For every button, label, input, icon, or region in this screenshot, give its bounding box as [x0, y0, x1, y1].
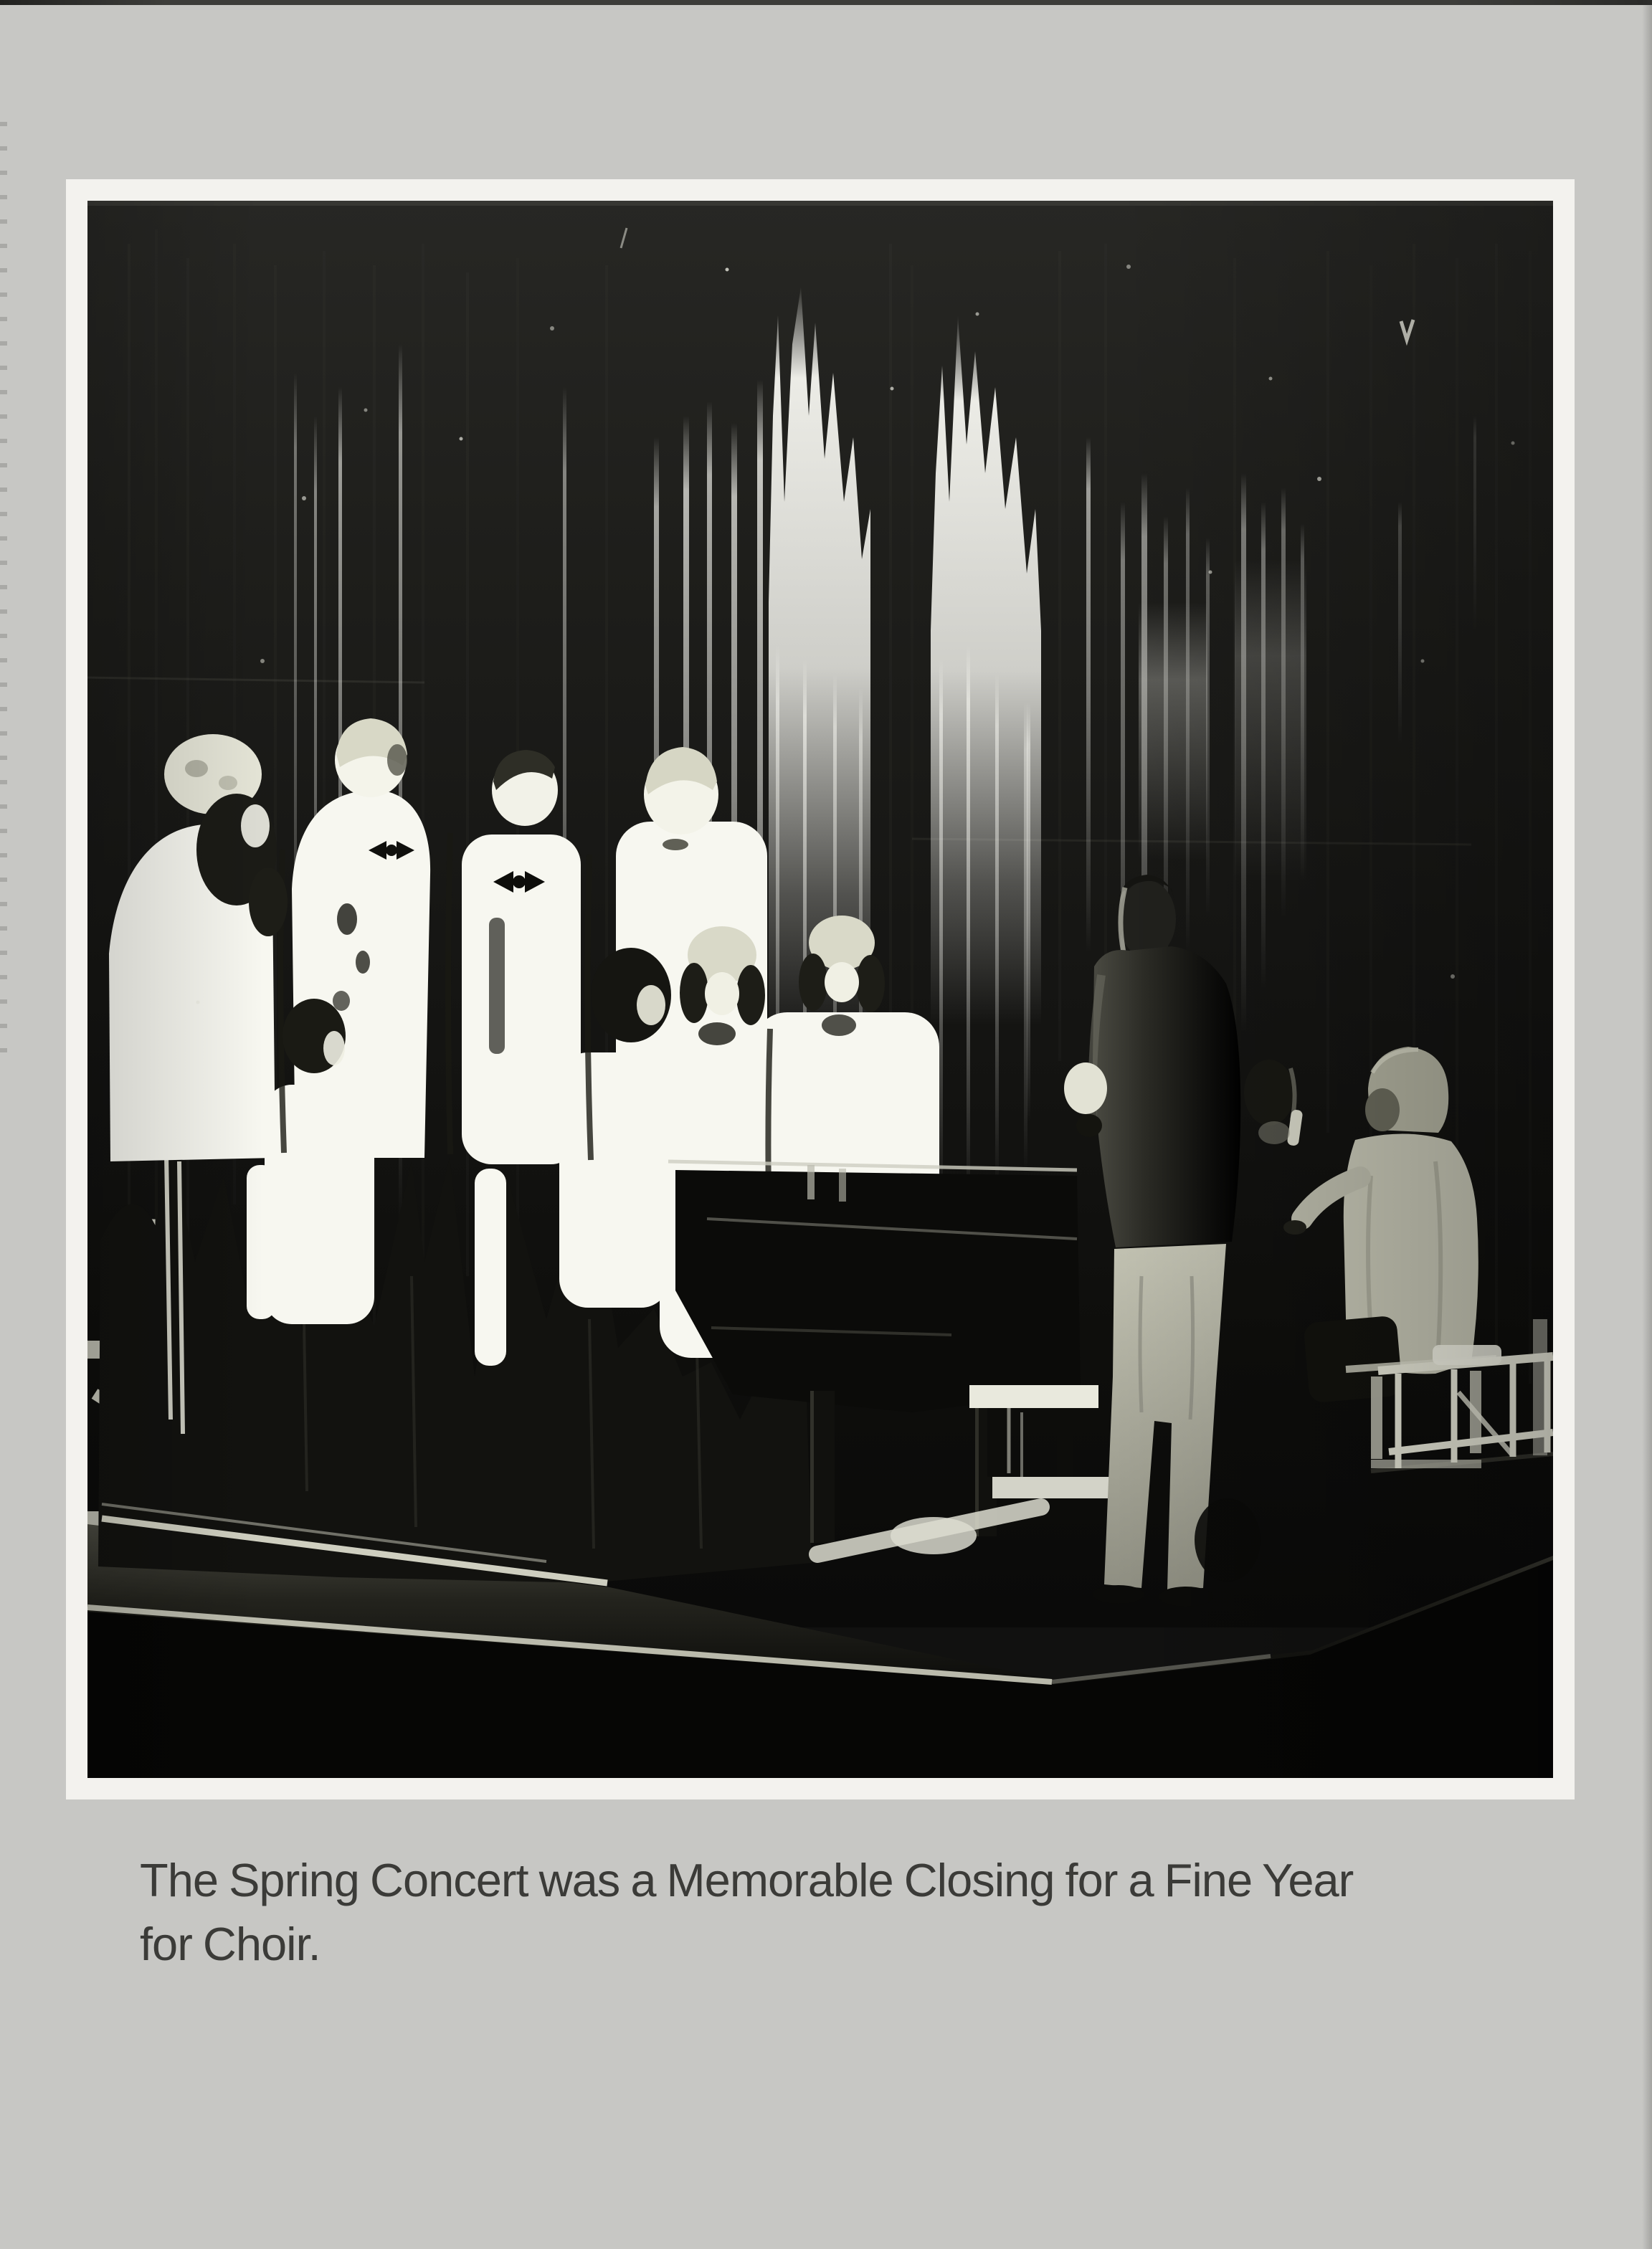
choir-concert-photo-art	[87, 201, 1553, 1778]
page-top-scan-edge	[0, 0, 1652, 5]
page-left-edge-specks	[0, 122, 7, 1054]
choir-concert-photo	[87, 201, 1553, 1778]
photo-caption	[140, 1848, 1617, 1976]
photo-vignette	[87, 201, 1553, 1778]
caption-line-2: for Choir.	[140, 1918, 321, 1970]
photo-mat	[66, 179, 1575, 1799]
page-right-edge-shade	[1642, 0, 1652, 2249]
caption-line-1: The Spring Concert was a Memorable Closing for a Fine Year	[140, 1854, 1354, 1906]
